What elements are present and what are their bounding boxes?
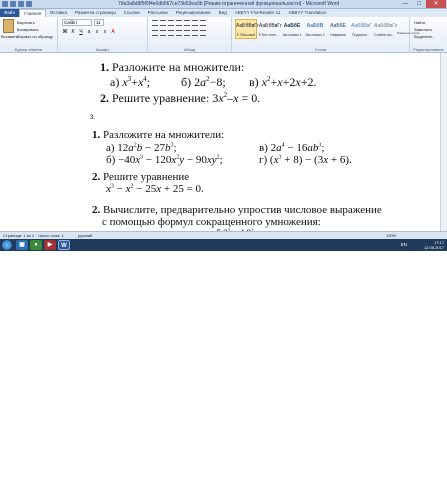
style-sample: АаБбВвГг xyxy=(259,23,282,29)
ribbon xyxy=(0,17,447,53)
paste-icon[interactable] xyxy=(3,19,14,33)
style-heading-2[interactable] xyxy=(304,19,326,39)
status-language[interactable]: русский xyxy=(78,233,93,238)
style-name: Заголовок 1 xyxy=(282,33,302,37)
superscript-icon[interactable]: x xyxy=(103,29,107,35)
style-normal[interactable] xyxy=(235,19,257,39)
replace-button[interactable]: Заменить xyxy=(414,27,432,32)
borders-icon[interactable] xyxy=(200,30,206,36)
status-bar xyxy=(0,231,447,239)
b2-expr-g: г) $(x^3 + 8) - (3x + 6)$. xyxy=(259,154,352,166)
tab-review[interactable]: Рецензирование xyxy=(175,10,211,15)
find-button[interactable]: Найти xyxy=(414,20,426,25)
increase-indent-icon[interactable] xyxy=(184,20,190,26)
decrease-indent-icon[interactable] xyxy=(176,20,182,26)
start-button[interactable] xyxy=(2,240,12,250)
bold-icon[interactable]: Ж xyxy=(62,29,68,35)
word-taskbar-icon[interactable]: W xyxy=(58,240,70,250)
sort-icon[interactable] xyxy=(192,20,198,26)
expr-b: б) $2a^2-8$; xyxy=(181,75,226,89)
font-color-icon[interactable]: A xyxy=(111,29,115,35)
style-name: Подзагол... xyxy=(351,33,370,37)
strikethrough-icon[interactable]: a xyxy=(87,29,91,35)
b2-task3-line2: с помощью формул сокращенного умножения: xyxy=(102,216,321,228)
tab-view[interactable]: Вид xyxy=(218,10,227,15)
close-button[interactable]: ✕ xyxy=(426,0,446,8)
style-subtle-emphasis[interactable] xyxy=(373,19,398,39)
styles-group-label: Стили xyxy=(314,47,327,52)
clipboard-group xyxy=(0,17,58,53)
status-page[interactable]: Страница: 1 из 1 xyxy=(3,233,35,238)
minimize-button[interactable]: — xyxy=(402,1,408,7)
style-name: Слабое вы... xyxy=(374,33,395,37)
style-sample: АаБбВвГ xyxy=(351,23,372,29)
expr-a: а) $x^3+x^4$; xyxy=(110,75,151,89)
change-styles-label: Изменить стили xyxy=(397,31,420,35)
numbering-icon[interactable] xyxy=(160,20,166,26)
vertical-scrollbar[interactable] xyxy=(440,53,447,231)
document-page[interactable] xyxy=(0,53,447,231)
italic-icon[interactable]: К xyxy=(71,29,75,35)
paragraph-group-label: Абзац xyxy=(183,47,196,52)
font-group xyxy=(58,17,148,53)
font-size-select[interactable]: 11 xyxy=(94,19,104,26)
style-sample: АаБбВ xyxy=(306,23,324,29)
maximize-button[interactable]: □ xyxy=(417,1,421,7)
justify-icon[interactable] xyxy=(176,30,182,36)
save-icon[interactable] xyxy=(10,1,16,7)
explorer-icon[interactable]: ▣ xyxy=(16,240,28,250)
taskbar xyxy=(0,239,447,251)
paragraph-group xyxy=(148,17,232,53)
copy-button[interactable]: Копировать xyxy=(17,27,39,32)
align-right-icon[interactable] xyxy=(168,30,174,36)
task1-heading: 1. Разложите на множители: xyxy=(100,60,245,74)
status-words[interactable]: Число слов: 1 xyxy=(38,233,64,238)
tray-language[interactable]: EN xyxy=(400,242,407,247)
paste-button[interactable]: Вставить xyxy=(1,34,18,39)
format-painter-button[interactable]: Формат по образцу xyxy=(17,34,53,39)
editing-group-label: Редактирование xyxy=(413,47,444,52)
style-no-spacing[interactable] xyxy=(258,19,280,39)
quick-access-toolbar[interactable] xyxy=(2,1,32,7)
style-sample: АаБбЕ xyxy=(330,23,346,29)
zoom-level[interactable]: 100% xyxy=(386,233,397,238)
tab-abbyy-finereader[interactable]: ABBYY FineReader 11 xyxy=(234,10,281,15)
style-subtitle[interactable] xyxy=(350,19,372,39)
tab-abbyy-translation[interactable]: ABBYY Translation xyxy=(288,10,327,15)
tab-mailings[interactable]: Рассылки xyxy=(147,10,168,15)
align-center-icon[interactable] xyxy=(160,30,166,36)
style-heading-1[interactable] xyxy=(281,19,303,39)
title-bar xyxy=(0,0,447,9)
tab-file[interactable]: Файл xyxy=(0,9,19,17)
expr-v: в) $x^2+x+2x+2$. xyxy=(249,75,317,89)
tab-home[interactable]: Главная xyxy=(19,9,46,17)
tray-time: 17:17 xyxy=(433,240,444,245)
ribbon-tabs xyxy=(0,9,447,17)
editing-group xyxy=(410,17,447,53)
style-title[interactable] xyxy=(327,19,349,39)
style-sample: АаБбВвГг xyxy=(374,23,398,29)
line-spacing-icon[interactable] xyxy=(184,30,190,36)
bullets-icon[interactable] xyxy=(152,20,158,26)
style-name: Название xyxy=(330,33,346,37)
shading-icon[interactable] xyxy=(192,30,198,36)
tab-insert[interactable]: Вставка xyxy=(50,10,67,15)
clipboard-group-label: Буфер обмена xyxy=(14,47,43,52)
cut-button[interactable]: Вырезать xyxy=(17,20,35,25)
multilevel-list-icon[interactable] xyxy=(168,20,174,26)
tray-clock[interactable] xyxy=(424,240,444,250)
window-title: 7da3a8d8f5f0f4e0db567ce73b53ea0b [Режим ограниченной функциональности] - Microsoft Word xyxy=(118,1,340,7)
task2-heading: 2. Решите уравнение: $3x^2-x = 0$. xyxy=(100,91,261,105)
tab-references[interactable]: Ссылки xyxy=(123,10,140,15)
style-name: ¶ Обычный xyxy=(236,33,256,37)
variant-number: 3. xyxy=(90,115,96,121)
b2-task2-heading: 2. Решите уравнение xyxy=(92,171,190,183)
word-icon xyxy=(2,1,8,7)
b2-expr-b: $б) -40x^3 - 120x^2y - 90xy^2$; xyxy=(106,154,223,166)
font-name-select[interactable]: Calibri xyxy=(62,19,92,26)
style-sample: АаБбВвГг xyxy=(236,23,259,29)
tab-page-layout[interactable]: Разметка страницы xyxy=(74,10,116,15)
b2-equation: $x^3 - x^2 - 25x + 25 = 0$. xyxy=(106,183,204,195)
align-left-icon[interactable] xyxy=(152,30,158,36)
style-name: ¶ Без инте... xyxy=(259,33,279,37)
b2-expr-v: в) $2a^4 - 16ab^3$; xyxy=(259,142,325,154)
select-button[interactable]: Выделить xyxy=(414,34,433,39)
redo-icon[interactable] xyxy=(26,1,32,7)
b2-task3-line1: 2. Вычислите, предварительно упростив числовое выражение xyxy=(92,204,382,216)
underline-icon[interactable]: Ч xyxy=(79,29,83,35)
media-icon[interactable]: ▶ xyxy=(44,240,56,250)
b2-task1-heading: 1. Разложите на множители: xyxy=(92,129,225,141)
style-sample: АаБбЕ xyxy=(283,23,301,29)
undo-icon[interactable] xyxy=(18,1,24,7)
font-group-label: Шрифт xyxy=(95,47,110,52)
b2-expr-a: а) $12a^2b - 27b^3$; xyxy=(106,142,177,154)
show-marks-icon[interactable] xyxy=(200,20,206,26)
browser-icon[interactable]: ● xyxy=(30,240,42,250)
subscript-icon[interactable]: x xyxy=(95,29,99,35)
tray-date: 12.06.2017 xyxy=(423,245,444,250)
style-name: Заголовок 2 xyxy=(305,33,325,37)
